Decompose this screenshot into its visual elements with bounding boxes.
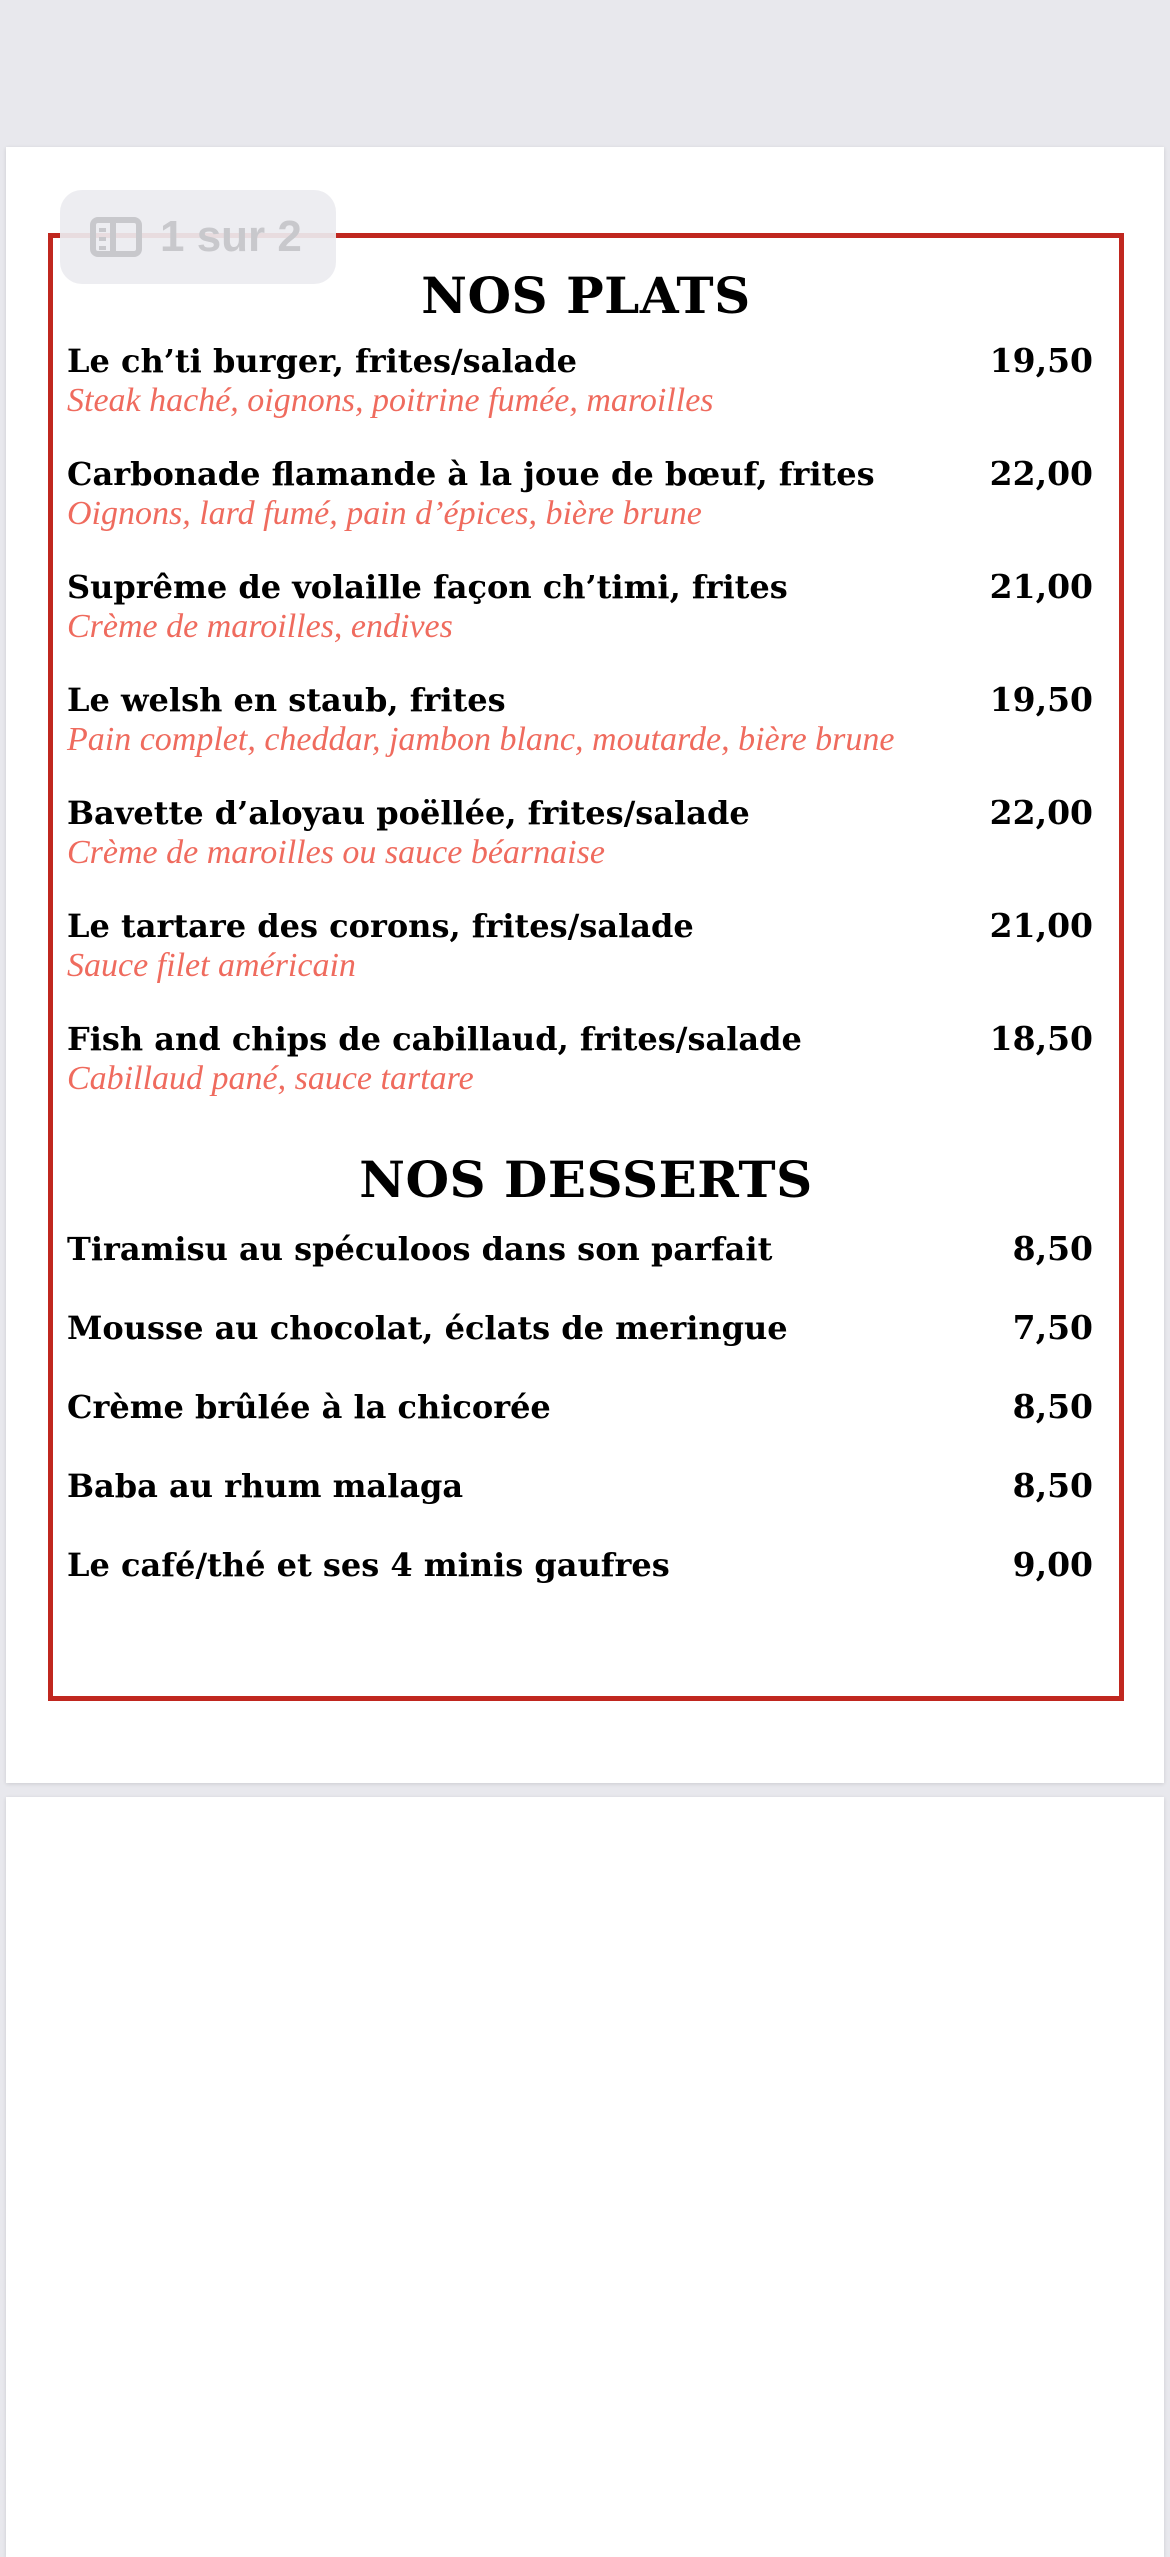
dish-name: Fish and chips de cabillaud, frites/salade	[67, 1020, 802, 1058]
dessert-price: 8,50	[1012, 1229, 1093, 1268]
dish-description: Oignons, lard fumé, pain d’épices, bière brune	[67, 495, 702, 532]
section-title-plats: NOS PLATS	[421, 266, 751, 325]
dish-item	[53, 793, 1119, 872]
dish-price: 22,00	[989, 793, 1093, 832]
dish-price: 18,50	[989, 1019, 1093, 1058]
page-indicator-label: 1 sur 2	[160, 212, 302, 261]
dish-price: 19,50	[989, 680, 1093, 719]
dessert-price: 8,50	[1012, 1387, 1093, 1426]
dessert-price: 8,50	[1012, 1466, 1093, 1505]
dish-description: Sauce filet américain	[67, 947, 356, 984]
dessert-item	[53, 1308, 1119, 1347]
dessert-item	[53, 1466, 1119, 1505]
dish-name: Le welsh en staub, frites	[67, 681, 506, 719]
section-title-desserts: NOS DESSERTS	[359, 1150, 813, 1209]
sidebar-icon	[90, 217, 142, 257]
dish-price: 19,50	[989, 341, 1093, 380]
dessert-item	[53, 1229, 1119, 1268]
dessert-item	[53, 1545, 1119, 1584]
dish-name: Suprême de volaille façon ch’timi, frites	[67, 568, 788, 606]
dessert-item	[53, 1387, 1119, 1426]
dish-name: Le ch’ti burger, frites/salade	[67, 342, 578, 380]
menu-frame	[48, 233, 1124, 1701]
dish-name: Carbonade flamande à la joue de bœuf, frites	[67, 455, 875, 493]
plats-list	[53, 341, 1119, 1098]
dish-price: 21,00	[989, 567, 1093, 606]
dish-description: Pain complet, cheddar, jambon blanc, moutarde, bière brune	[67, 721, 895, 758]
dish-name: Bavette d’aloyau poëllée, frites/salade	[67, 794, 750, 832]
dish-name: Le tartare des corons, frites/salade	[67, 907, 694, 945]
page-indicator[interactable]	[60, 190, 336, 284]
dish-price: 21,00	[989, 906, 1093, 945]
document-page-2	[6, 1797, 1164, 2557]
dessert-name: Crème brûlée à la chicorée	[67, 1388, 551, 1426]
dish-item	[53, 906, 1119, 985]
dessert-name: Le café/thé et ses 4 minis gaufres	[67, 1546, 670, 1584]
dish-item	[53, 454, 1119, 533]
dish-description: Crème de maroilles ou sauce béarnaise	[67, 834, 605, 871]
dish-price: 22,00	[989, 454, 1093, 493]
dessert-name: Mousse au chocolat, éclats de meringue	[67, 1309, 788, 1347]
dessert-price: 7,50	[1012, 1308, 1093, 1347]
dish-item	[53, 680, 1119, 759]
dish-description: Steak haché, oignons, poitrine fumée, maroilles	[67, 382, 714, 419]
desserts-list	[53, 1229, 1119, 1584]
dish-description: Crème de maroilles, endives	[67, 608, 453, 645]
dessert-price: 9,00	[1012, 1545, 1093, 1584]
dish-item	[53, 567, 1119, 646]
dessert-name: Baba au rhum malaga	[67, 1467, 464, 1505]
dish-item	[53, 1019, 1119, 1098]
dessert-name: Tiramisu au spéculoos dans son parfait	[67, 1230, 773, 1268]
document-page-1	[6, 147, 1164, 1783]
dish-description: Cabillaud pané, sauce tartare	[67, 1060, 474, 1097]
dish-item	[53, 341, 1119, 420]
